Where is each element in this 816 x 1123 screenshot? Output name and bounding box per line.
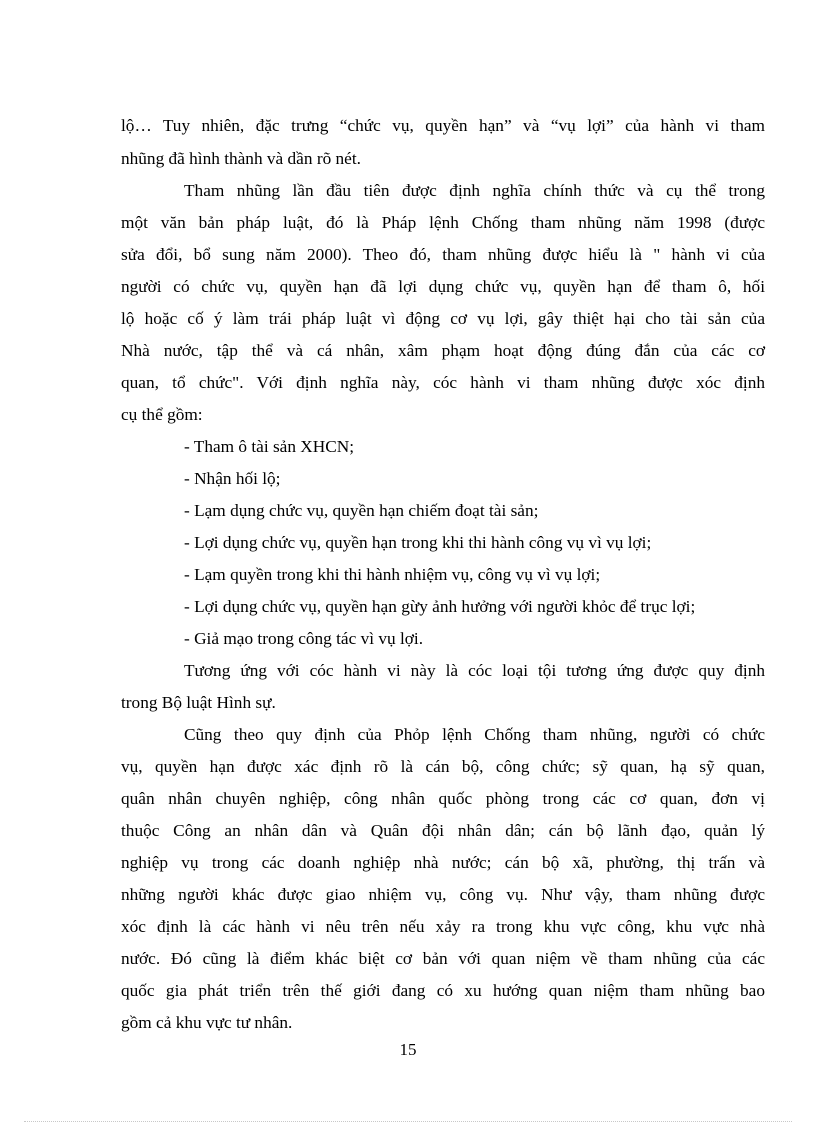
paragraph-line: cụ thể gồm: <box>121 405 203 424</box>
page-bottom-divider <box>24 1121 792 1122</box>
paragraph-line: Tham nhũng lần đầu tiên được định nghĩa chính thức và cụ thể trong <box>184 181 765 200</box>
paragraph-line: nghiệp vụ trong các doanh nghiệp nhà nước; cán bộ xã, phường, thị trấn và <box>121 853 765 872</box>
paragraph-line: những người khác được giao nhiệm vụ, công vụ. Như vậy, tham nhũng được <box>121 885 765 904</box>
paragraph-line: nhũng đã hình thành và dần rõ nét. <box>121 149 361 168</box>
page-number: 15 <box>399 1040 417 1059</box>
paragraph-line: gồm cả khu vực tư nhân. <box>121 1013 293 1032</box>
paragraph-line: Tương ứng với cóc hành vi này là cóc loại tội tương ứng được quy định <box>184 661 765 680</box>
paragraph-line: sửa đổi, bổ sung năm 2000). Theo đó, tham nhũng được hiểu là " hành vi của <box>121 245 765 264</box>
paragraph-line: vụ, quyền hạn được xác định rõ là cán bộ, công chức; sỹ quan, hạ sỹ quan, <box>121 757 765 776</box>
paragraph-line: người có chức vụ, quyền hạn đã lợi dụng chức vụ, quyền hạn để tham ô, hối <box>121 277 765 296</box>
paragraph-line: một văn bản pháp luật, đó là Pháp lệnh Chống tham nhũng năm 1998 (được <box>121 213 765 232</box>
list-item: - Lạm quyền trong khi thi hành nhiệm vụ, công vụ vì vụ lợi; <box>184 565 601 584</box>
list-item: - Lợi dụng chức vụ, quyền hạn trong khi thi hành công vụ vì vụ lợi; <box>184 533 652 552</box>
paragraph-line: Cũng theo quy định của Phỏp lệnh Chống tham nhũng, người có chức <box>184 725 765 744</box>
list-item: - Lợi dụng chức vụ, quyền hạn gừy ảnh hưởng với người khỏc để trục lợi; <box>184 597 696 616</box>
list-item: - Tham ô tài sản XHCN; <box>184 437 355 456</box>
paragraph-line: thuộc Công an nhân dân và Quân đội nhân dân; cán bộ lãnh đạo, quản lý <box>121 821 765 840</box>
paragraph-line: quan, tổ chức". Với định nghĩa này, cóc hành vi tham nhũng được xóc định <box>121 373 765 392</box>
paragraph-line: lộ… Tuy nhiên, đặc trưng “chức vụ, quyền hạn” và “vụ lợi” của hành vi tham <box>121 116 765 135</box>
paragraph-line: lộ hoặc cố ý làm trái pháp luật vì động cơ vụ lợi, gây thiệt hại cho tài sản của <box>121 309 765 328</box>
list-item: - Giả mạo trong công tác vì vụ lợi. <box>184 629 424 648</box>
list-item: - Nhận hối lộ; <box>184 469 281 488</box>
paragraph-line: quốc gia phát triển trên thế giới đang có xu hướng quan niệm tham nhũng bao <box>121 981 765 1000</box>
paragraph-line: trong Bộ luật Hình sự. <box>121 693 276 712</box>
paragraph-line: nước. Đó cũng là điểm khác biệt cơ bản với quan niệm về tham nhũng của các <box>121 949 765 968</box>
paragraph-line: quân nhân chuyên nghiệp, công nhân quốc phòng trong các cơ quan, đơn vị <box>121 789 765 808</box>
paragraph-line: xóc định là các hành vi nêu trên nếu xảy ra trong khu vực công, khu vực nhà <box>121 917 765 936</box>
list-item: - Lạm dụng chức vụ, quyền hạn chiếm đoạt tài sản; <box>184 501 539 520</box>
paragraph-line: Nhà nước, tập thể và cá nhân, xâm phạm hoạt động đúng đắn của các cơ <box>121 341 765 360</box>
